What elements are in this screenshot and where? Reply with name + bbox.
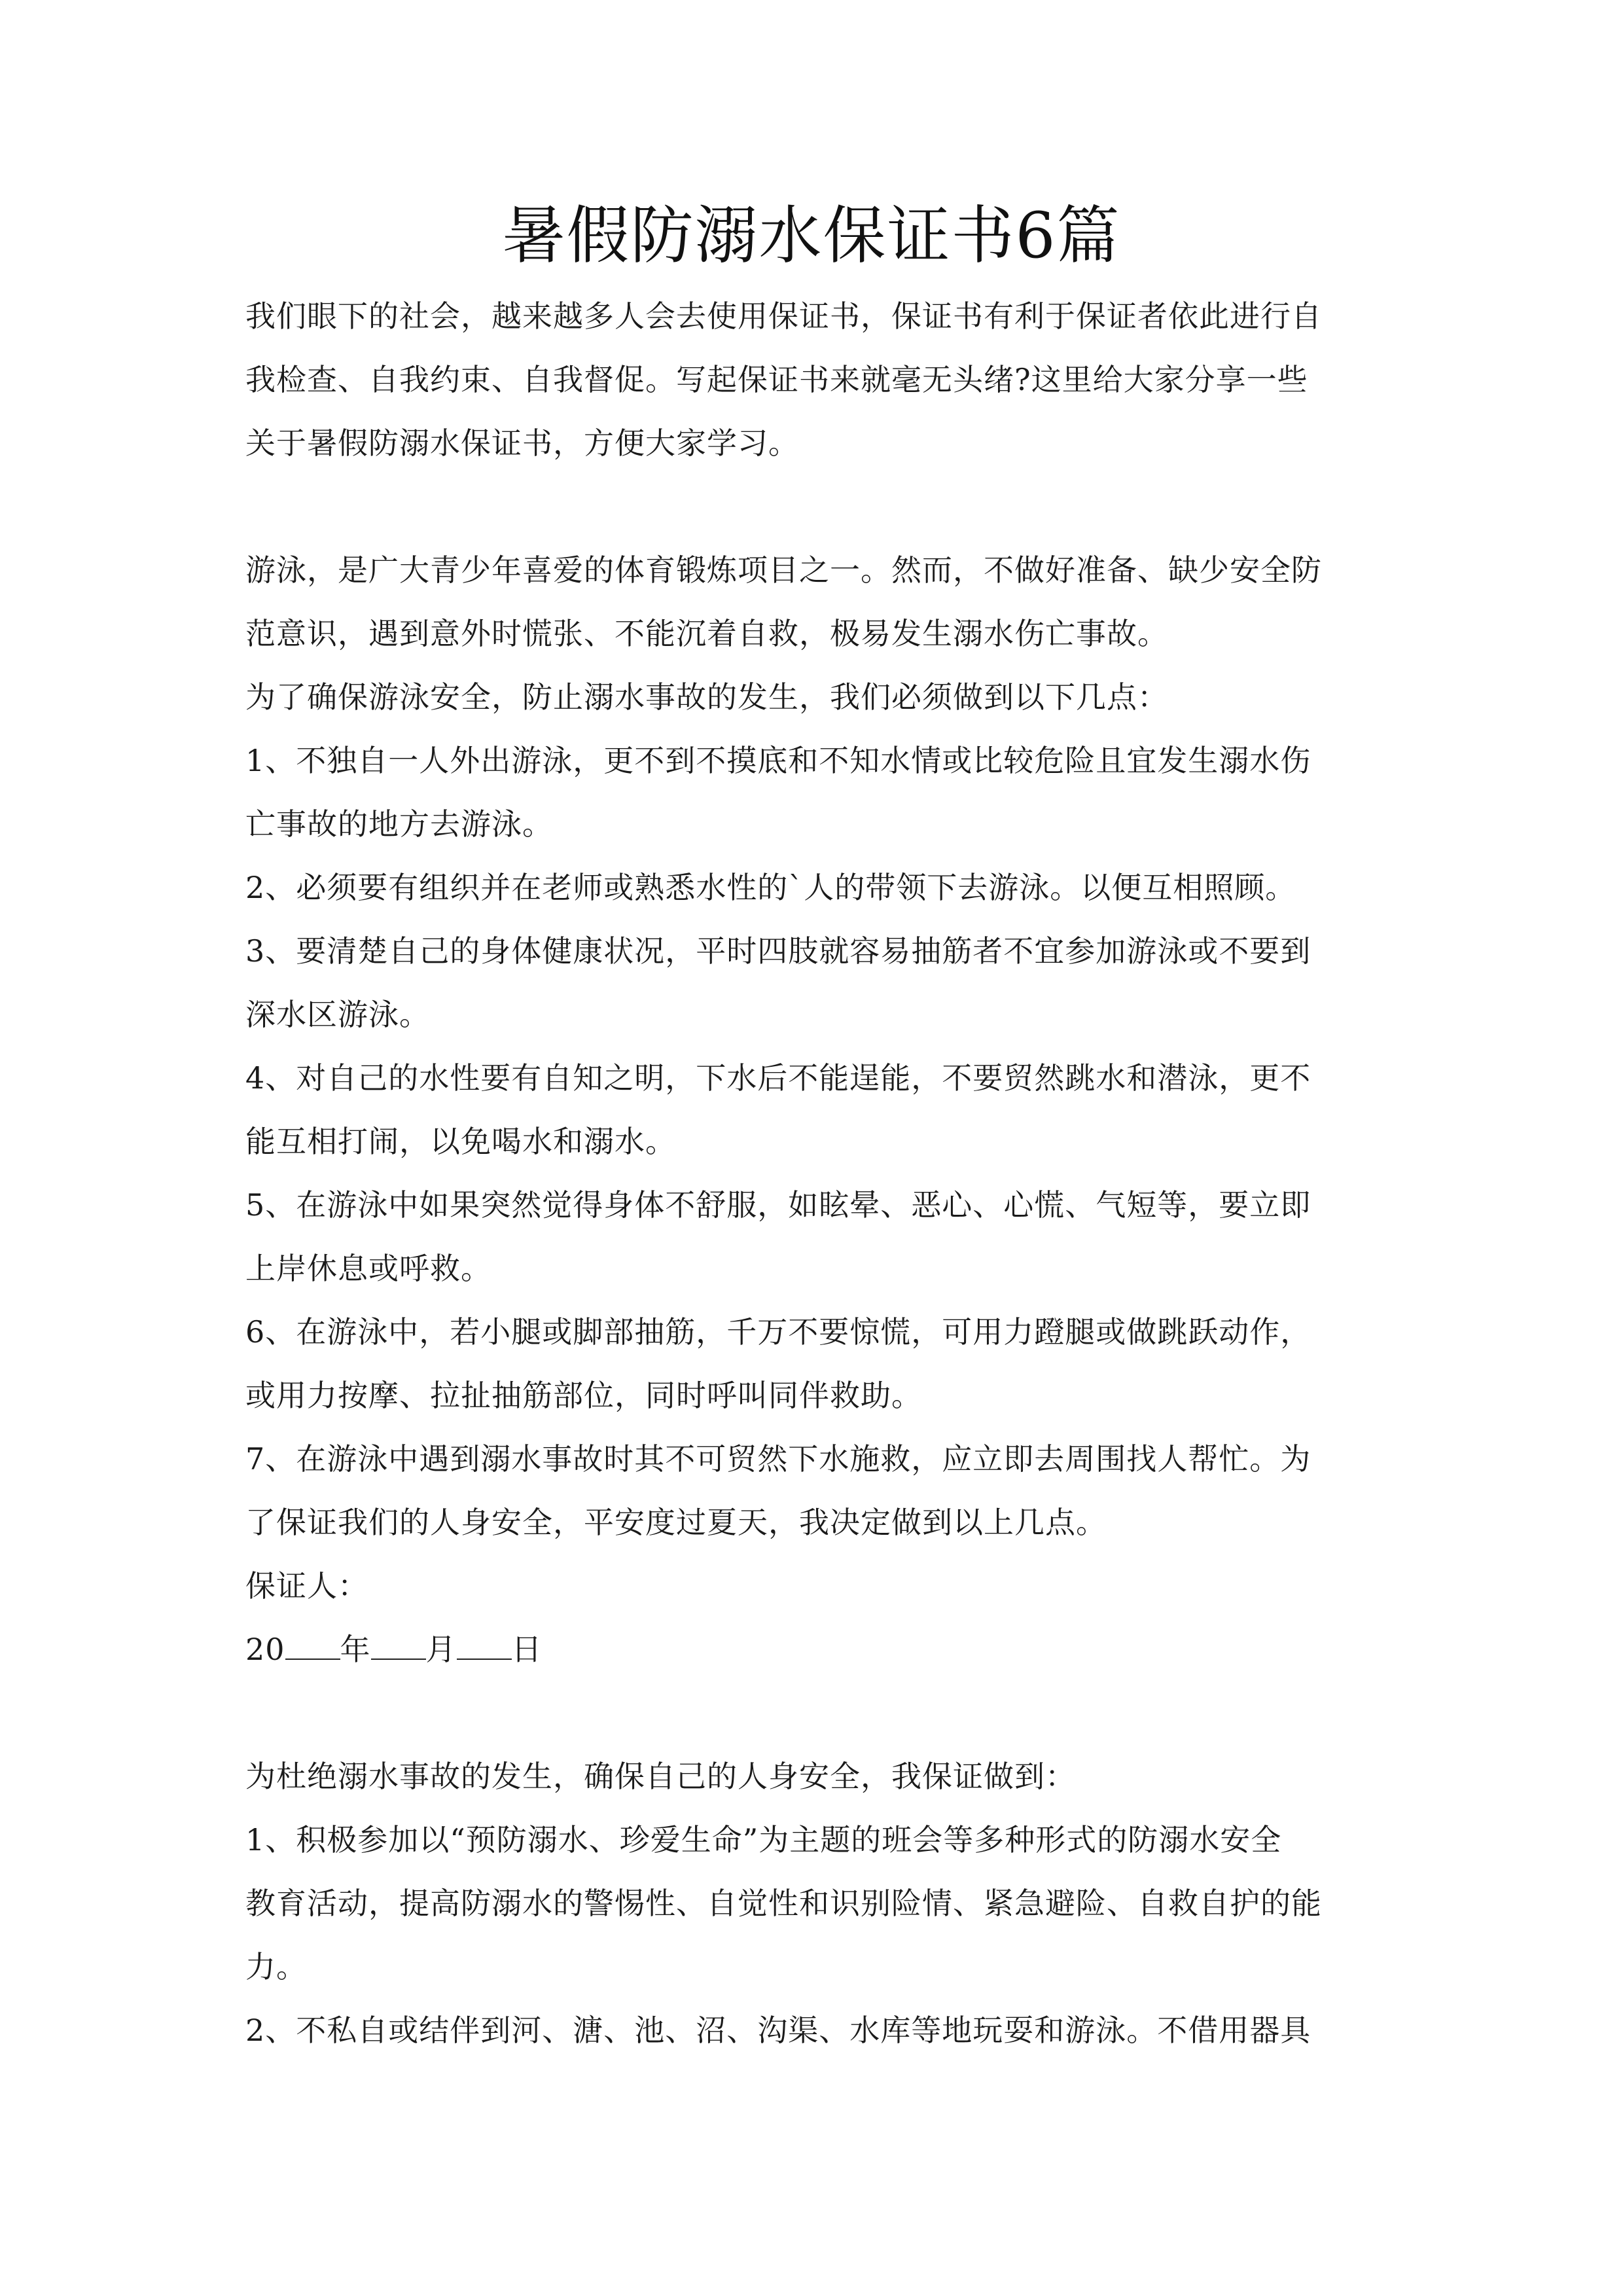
section-2 (245, 1745, 1378, 2062)
text-line: 或用力按摩、拉扯抽筋部位，同时呼叫同伴救助。 (245, 1378, 922, 1413)
text-line: 亡事故的地方去游泳。 (245, 806, 553, 842)
text-line: 为了确保游泳安全，防止溺水事故的发生，我们必须做到以下几点： (245, 679, 1168, 715)
text-line: 深水区游泳。 (245, 997, 430, 1032)
date-line (245, 1618, 1378, 1681)
blank-line (245, 475, 1378, 539)
intro-paragraph (245, 285, 1378, 475)
text-line: 3、要清楚自己的身体健康状况，平时四肢就容易抽筋者不宜参加游泳或不要到 (245, 933, 1311, 969)
blank-line (245, 1681, 1378, 1745)
text-line: 为杜绝溺水事故的发生，确保自己的人身安全，我保证做到： (245, 1759, 1076, 1794)
blank-underline (285, 1632, 340, 1660)
document-title: 暑假防溺水保证书6篇 (502, 199, 1121, 272)
text-line: 教育活动，提高防溺水的警惕性、自觉性和识别险情、紧急避险、自救自护的能 (245, 1886, 1322, 1921)
date-year-label: 年 (340, 1632, 371, 1667)
text-line: 5、在游泳中如果突然觉得身体不舒服，如眩晕、恶心、心慌、气短等，要立即 (245, 1187, 1311, 1223)
text-line: 2、不私自或结伴到河、溏、池、沼、沟渠、水库等地玩耍和游泳。不借用器具 (245, 2013, 1311, 2048)
blank-underline (457, 1632, 512, 1660)
text-line: 2、必须要有组织并在老师或熟悉水性的`人的带领下去游泳。以便互相照顾。 (245, 870, 1296, 905)
text-line: 1、不独自一人外出游泳，更不到不摸底和不知水情或比较危险且宜发生溺水伤 (245, 743, 1311, 778)
text-line: 6、在游泳中，若小腿或脚部抽筋，千万不要惊慌，可用力蹬腿或做跳跃动作， (245, 1314, 1311, 1350)
text-line: 了保证我们的人身安全，平安度过夏天，我决定做到以上几点。 (245, 1505, 1107, 1540)
section-1 (245, 539, 1378, 1681)
text-line: 力。 (245, 1949, 307, 1984)
document-body (245, 285, 1378, 2062)
text-line: 关于暑假防溺水保证书，方便大家学习。 (245, 425, 799, 461)
text-line: 游泳，是广大青少年喜爱的体育锻炼项目之一。然而，不做好准备、缺少安全防 (245, 552, 1322, 588)
text-line: 我们眼下的社会，越来越多人会去使用保证书，保证书有利于保证者依此进行自 (245, 298, 1322, 334)
text-line: 1、积极参加以“预防溺水、珍爱生命”为主题的班会等多种形式的防溺水安全 (245, 1822, 1282, 1857)
date-month-label: 月 (425, 1632, 457, 1667)
text-line: 上岸休息或呼救。 (245, 1251, 491, 1286)
text-line: 我检查、自我约束、自我督促。写起保证书来就毫无头绪?这里给大家分享一些 (245, 362, 1308, 397)
blank-underline (371, 1632, 426, 1660)
text-line: 范意识，遇到意外时慌张、不能沉着自救，极易发生溺水伤亡事故。 (245, 616, 1168, 651)
text-line: 4、对自己的水性要有自知之明，下水后不能逞能，不要贸然跳水和潜泳，更不 (245, 1060, 1311, 1096)
date-day-label: 日 (511, 1632, 543, 1667)
text-line: 7、在游泳中遇到溺水事故时其不可贸然下水施救，应立即去周围找人帮忙。为 (245, 1441, 1311, 1477)
guarantor-label: 保证人： (245, 1568, 368, 1604)
date-prefix: 20 (245, 1632, 285, 1667)
text-line: 能互相打闹，以免喝水和溺水。 (245, 1124, 676, 1159)
